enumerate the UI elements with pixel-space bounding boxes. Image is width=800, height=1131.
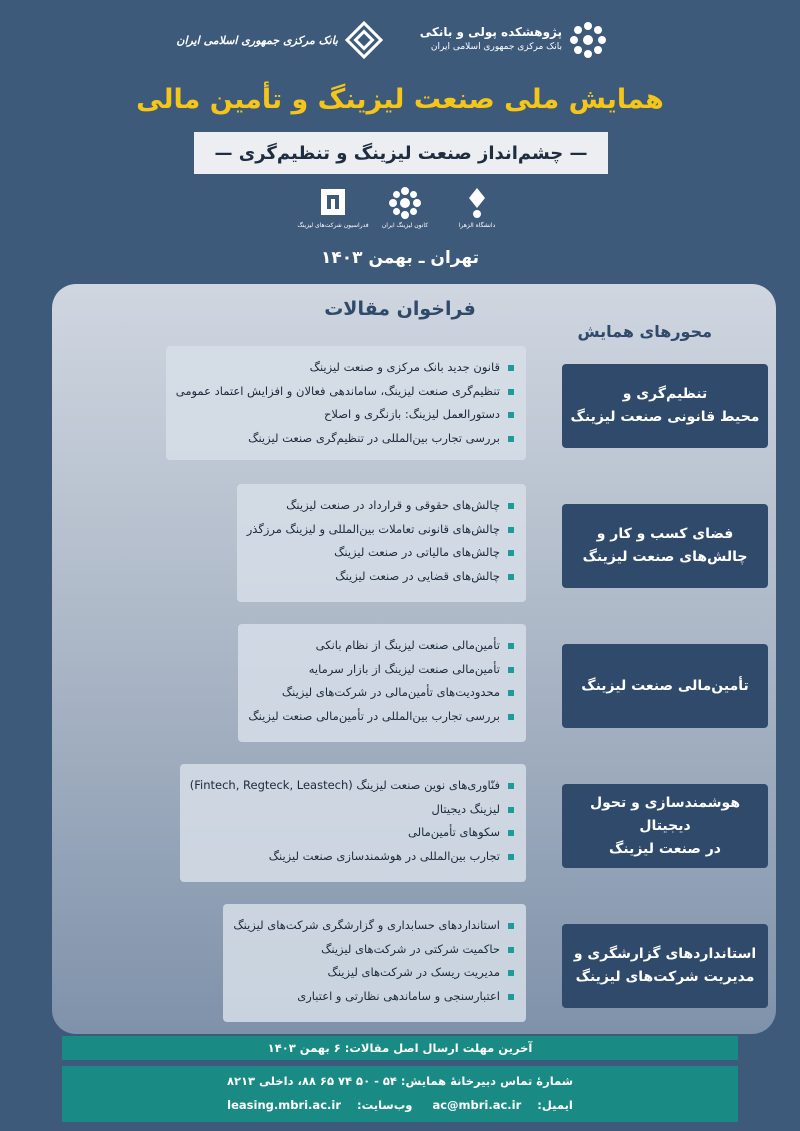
list-item: چالش‌های قضایی در صنعت لیزینگ: [247, 565, 514, 589]
list-item: بررسی تجارب بین‌المللی در تنظیم‌گری صنعت لیزینگ: [176, 427, 514, 451]
list-item: تجارب بین‌المللی در هوشمندسازی صنعت لیزینگ: [190, 845, 514, 869]
bullet-icon: [508, 527, 514, 533]
bullet-icon: [508, 970, 514, 976]
leasing-federation-logo-icon: [318, 186, 348, 220]
bullet-icon: [508, 389, 514, 395]
mbri-emblem-icon: [568, 20, 608, 60]
axis-4-label: هوشمندسازی و تحول دیجیتال در صنعت لیزینگ: [562, 784, 768, 868]
email-link[interactable]: ac@mbri.ac.ir: [432, 1098, 522, 1112]
list-item: محدودیت‌های تأمین‌مالی در شرکت‌های لیزینگ: [248, 681, 514, 705]
partner-caption: فدراسیون شرکت‌های لیزینگ: [297, 222, 369, 229]
bullet-icon: [508, 667, 514, 673]
conference-title: همایش ملی صنعت لیزینگ و تأمین مالی: [136, 84, 664, 115]
alzahra-logo-icon: [463, 186, 491, 220]
bullet-icon: [508, 643, 514, 649]
submission-deadline: آخرین مهلت ارسال اصل مقالات: ۶ بهمن ۱۴۰۳: [62, 1036, 738, 1060]
axis-5-label: استانداردهای گزارشگری و مدیریت شرکت‌های لیزینگ: [562, 924, 768, 1008]
partner-caption: دانشگاه الزهرا: [458, 222, 496, 229]
axis-2-label: فضای کسب و کار و چالش‌های صنعت لیزینگ: [562, 504, 768, 588]
contact-info: [62, 1066, 738, 1122]
bullet-icon: [508, 714, 514, 720]
phone-number: شمارهٔ تماس دبیرخانهٔ همایش: ۵۴ - ۵۰ ۷۴ ۶۵ ۸۸، داخلی ۸۲۱۳: [226, 1074, 574, 1088]
axis-3-topics: [238, 624, 526, 742]
partner-logos: [297, 186, 500, 232]
axis-2-topics: [237, 484, 526, 602]
bullet-icon: [508, 503, 514, 509]
email-label: ایمیل:: [537, 1098, 573, 1112]
list-item: لیزینگ دیجیتال: [190, 798, 514, 822]
website-label: وب‌سایت:: [357, 1098, 413, 1112]
axis-1-label: تنظیم‌گری و محیط قانونی صنعت لیزینگ: [562, 364, 768, 448]
list-item: استانداردهای حسابداری و گزارشگری شرکت‌های لیزینگ: [233, 914, 514, 938]
leasing-association-logo-icon: [388, 186, 422, 220]
axis-5-topics: [223, 904, 526, 1022]
cbi-logo: [176, 20, 384, 60]
bullet-icon: [508, 830, 514, 836]
list-item: حاکمیت شرکتی در شرکت‌های لیزینگ: [233, 938, 514, 962]
partner-caption: کانون لیزینگ ایران: [381, 222, 429, 229]
partner-leasing-association: [382, 186, 428, 232]
axes-title: محورهای همایش: [577, 322, 712, 341]
bullet-icon: [508, 783, 514, 789]
list-item: چالش‌های حقوقی و قرارداد در صنعت لیزینگ: [247, 494, 514, 518]
mbri-name: پژوهشکده پولی و بانکی: [419, 25, 562, 39]
axis-3-label: تأمین‌مالی صنعت لیزینگ: [562, 644, 768, 728]
partner-alzahra: [454, 186, 500, 232]
list-item: تنظیم‌گری صنعت لیزینگ، ساماندهی فعالان و افزایش اعتماد عمومی: [176, 380, 514, 404]
bullet-icon: [508, 690, 514, 696]
bullet-icon: [508, 854, 514, 860]
mbri-logo: [420, 20, 608, 60]
call-for-papers-title: فراخوان مقالات: [324, 298, 476, 320]
list-item: چالش‌های قانونی تعاملات بین‌المللی و لیزینگ مرزگذر: [247, 518, 514, 542]
list-item: اعتبارسنجی و ساماندهی نظارتی و اعتباری: [233, 985, 514, 1009]
axis-1-topics: [166, 346, 526, 460]
poster-header: [0, 0, 800, 290]
bullet-icon: [508, 436, 514, 442]
axis-4-topics: [180, 764, 526, 882]
cbi-emblem-icon: [344, 20, 384, 60]
list-item: دستورالعمل لیزینگ: بازنگری و اصلاح: [176, 403, 514, 427]
list-item: تأمین‌مالی صنعت لیزینگ از بازار سرمایه: [248, 658, 514, 682]
cbi-name: بانک مرکزی جمهوری اسلامی ایران: [176, 33, 338, 47]
list-item: فنّاوری‌های نوین صنعت لیزینگ (Fintech, Regteck, Leastech): [190, 774, 514, 798]
partner-leasing-federation: [297, 186, 369, 232]
bullet-icon: [508, 923, 514, 929]
bullet-icon: [508, 412, 514, 418]
list-item: چالش‌های مالیاتی در صنعت لیزینگ: [247, 541, 514, 565]
list-item: مدیریت ریسک در شرکت‌های لیزینگ: [233, 961, 514, 985]
mbri-subname: بانک مرکزی جمهوری اسلامی ایران: [430, 42, 562, 52]
conference-subtitle: — چشم‌انداز صنعت لیزینگ و تنظیم‌گری —: [194, 132, 608, 174]
list-item: بررسی تجارب بین‌المللی در تأمین‌مالی صنعت لیزینگ: [248, 705, 514, 729]
bullet-icon: [508, 574, 514, 580]
place-date: تهران ـ بهمن ۱۴۰۳: [321, 248, 479, 268]
list-item: سکوهای تأمین‌مالی: [190, 821, 514, 845]
list-item: تأمین‌مالی صنعت لیزینگ از نظام بانکی: [248, 634, 514, 658]
bullet-icon: [508, 365, 514, 371]
website-link[interactable]: leasing.mbri.ac.ir: [227, 1098, 341, 1112]
bullet-icon: [508, 807, 514, 813]
bullet-icon: [508, 947, 514, 953]
bullet-icon: [508, 550, 514, 556]
list-item: قانون جدید بانک مرکزی و صنعت لیزینگ: [176, 356, 514, 380]
bullet-icon: [508, 994, 514, 1000]
